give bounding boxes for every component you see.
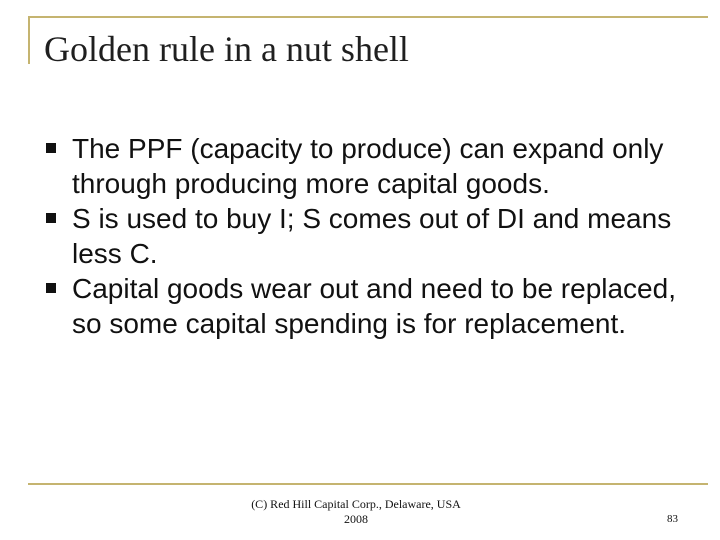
square-bullet-icon bbox=[46, 213, 56, 223]
page-number: 83 bbox=[667, 513, 678, 525]
footer-copyright bbox=[236, 497, 476, 527]
bullet-item bbox=[42, 201, 702, 271]
title-left-rule bbox=[28, 16, 30, 64]
bullet-list bbox=[42, 131, 702, 341]
footer-line-2: 2008 bbox=[344, 512, 368, 526]
bullet-text: The PPF (capacity to produce) can expand only through producing more capital goods. bbox=[72, 133, 664, 199]
square-bullet-icon bbox=[46, 143, 56, 153]
bullet-item bbox=[42, 271, 702, 341]
bullet-text: Capital goods wear out and need to be replaced, so some capital spending is for replacement. bbox=[72, 273, 676, 339]
top-rule bbox=[28, 16, 708, 18]
bullet-text: S is used to buy I; S comes out of DI and means less C. bbox=[72, 203, 672, 269]
square-bullet-icon bbox=[46, 283, 56, 293]
footer-line-1: (C) Red Hill Capital Corp., Delaware, USA bbox=[251, 497, 461, 511]
footer-rule bbox=[28, 483, 708, 485]
slide-title: Golden rule in a nut shell bbox=[44, 29, 409, 69]
bullet-item bbox=[42, 131, 702, 201]
